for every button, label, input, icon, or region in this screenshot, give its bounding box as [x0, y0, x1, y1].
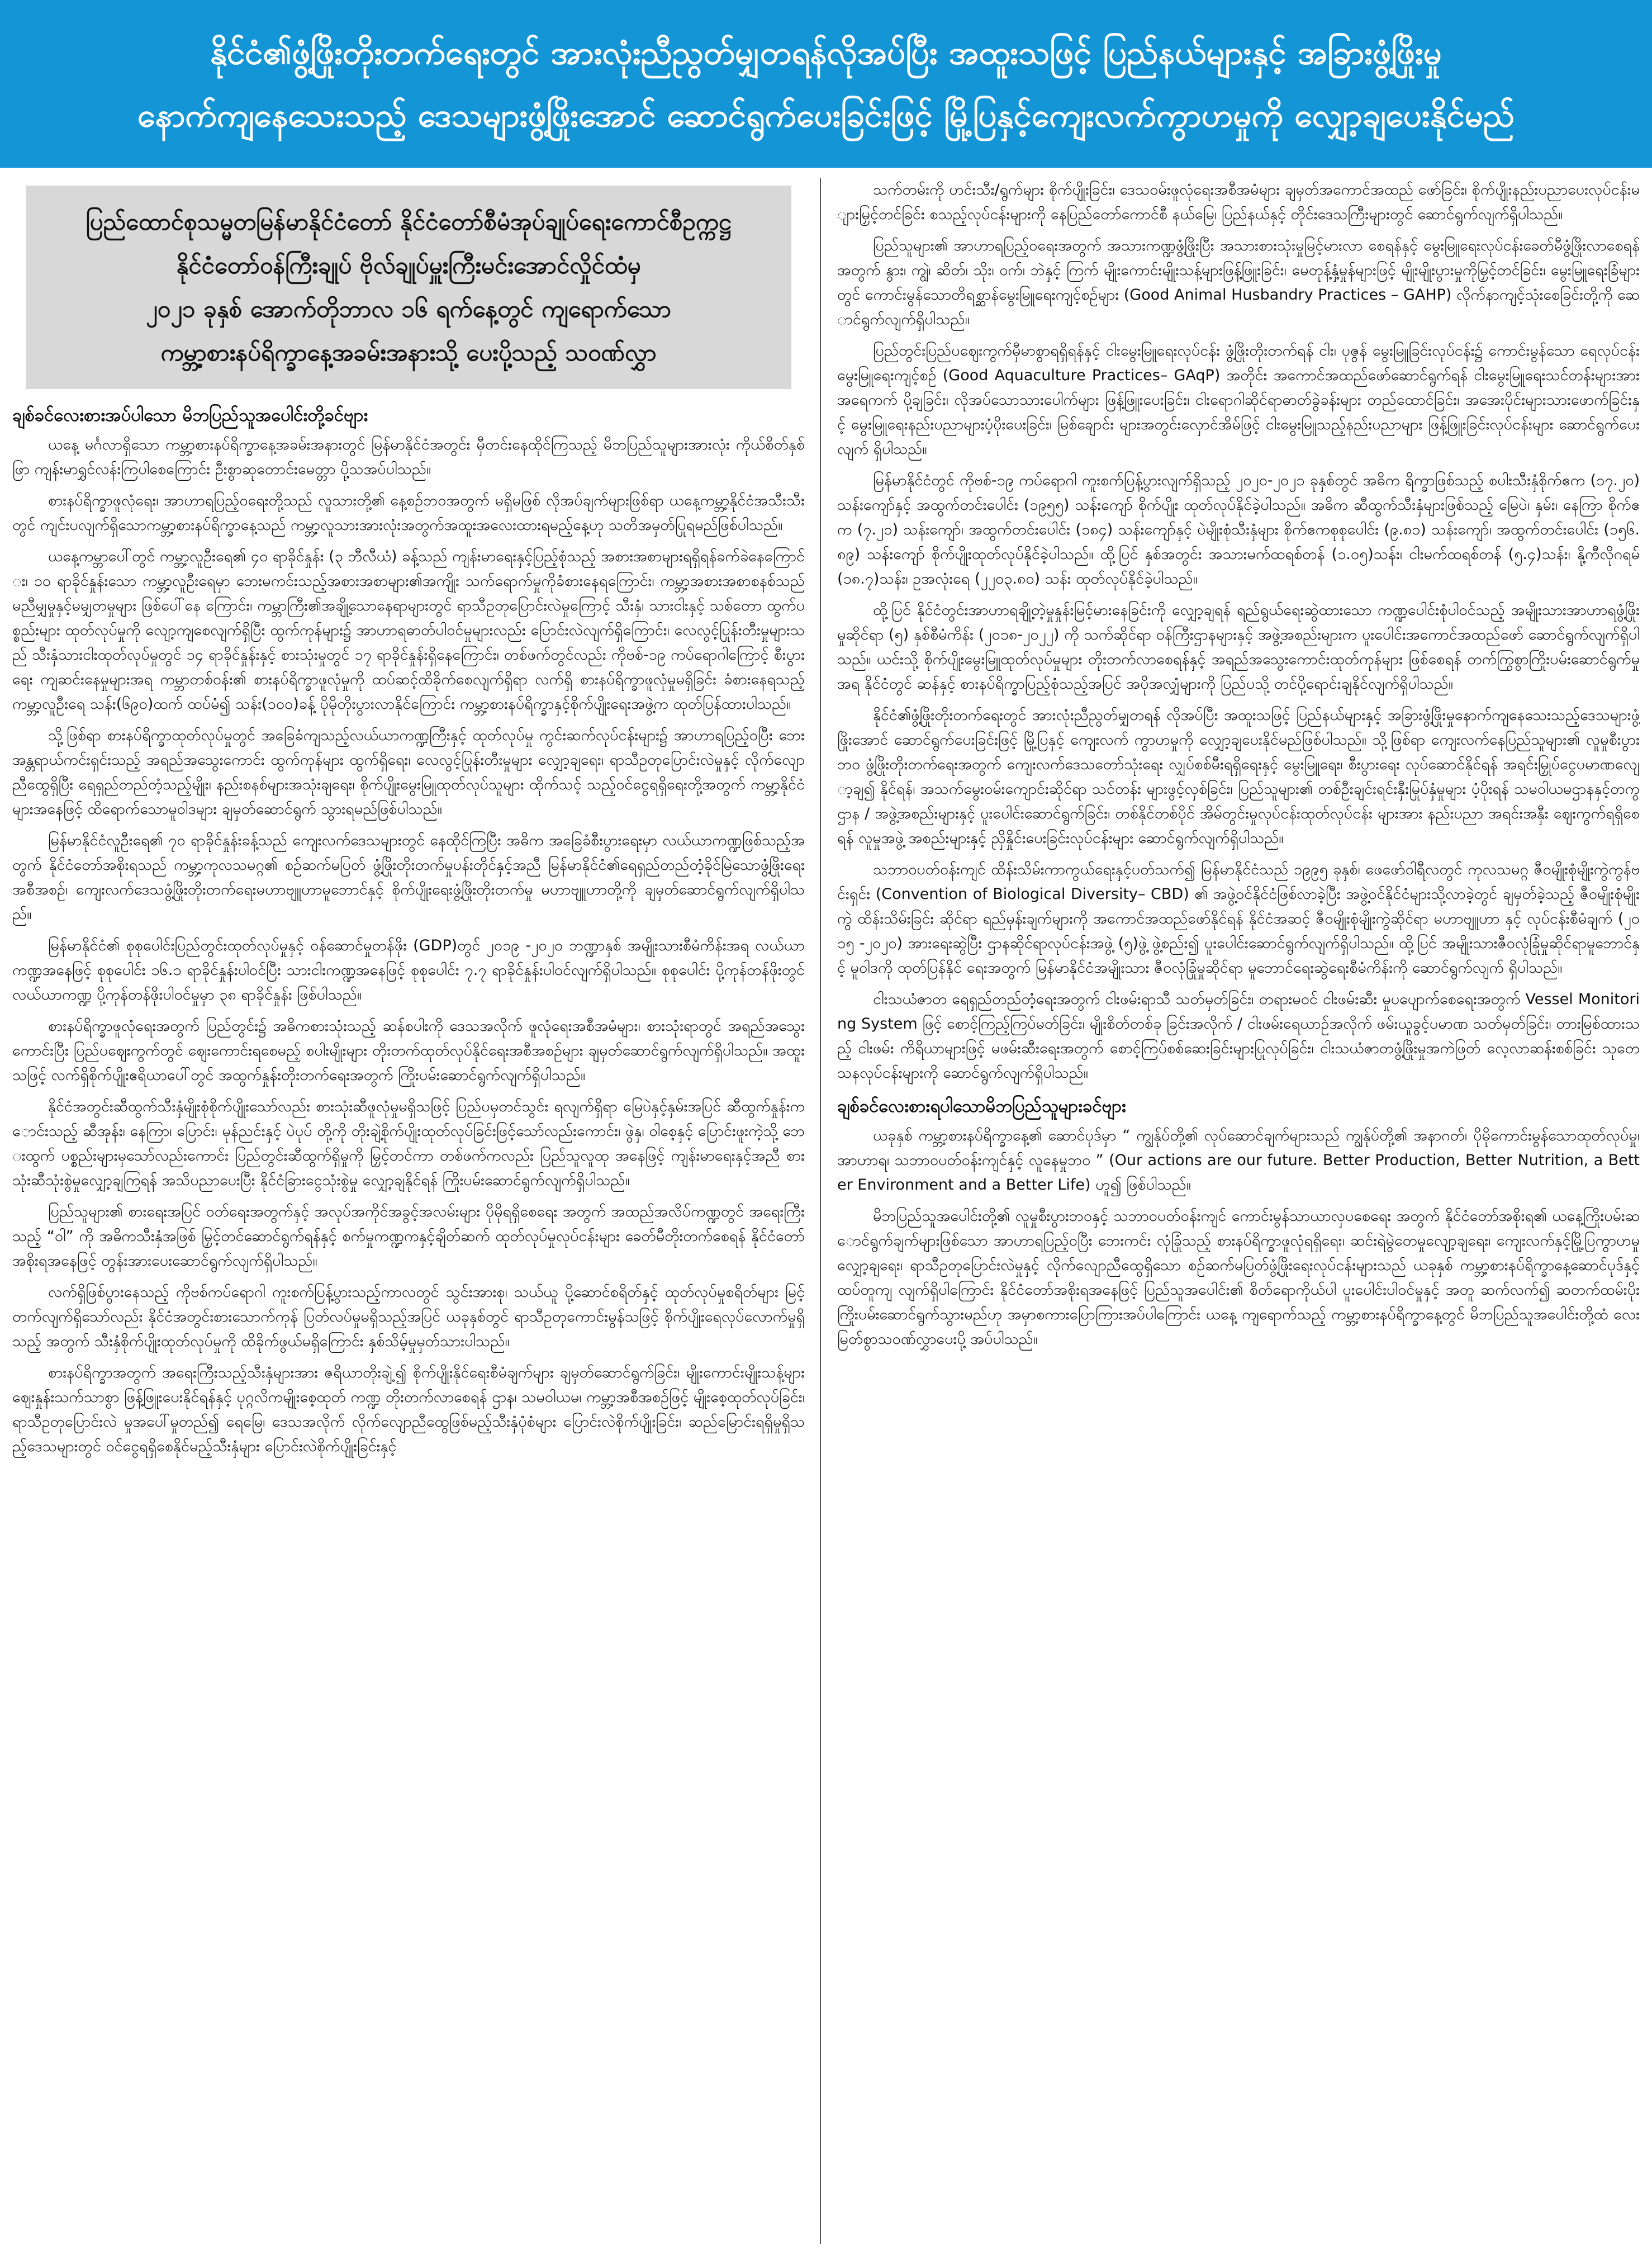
paragraph: နိုင်ငံ၏ဖွံ့ဖြိုးတိုးတက်ရေးတွင် အားလုံးညီညွတ်မျှတရန် လိုအပ်ပြီး အထူးသဖြင့် ပြည်နယ်များနှင့် အခြားဖွံ့ဖြိုးမှုနောက်ကျနေသေးသည့်ဒေသများဖွံ့ဖြိုးအောင် ဆောင်ရွက်ပေးခြင်းဖြင့် မြို့ပြနှင့် ကျေးလက် ကွာဟမှုကို လျှော့ချပေးနိုင်မည်ဖြစ်ပါသည်။ သို့ဖြစ်ရာ ကျေးလက်နေပြည်သူများ၏ လူမှုစီးပွားဘဝ ဖွံ့ဖြိုးတိုးတက်ရေးအတွက် ကျေးလက်ဒေသတော်သုံးရေး လျှပ်စစ်မီးရရှိရေးနှင့် မွေးမြူရေး၊ စီးပွားရေး လုပ်ဆောင်နိုင်ရန် အရင်းမြှုပ်ငွေပမာဏလျော့ချ၍ နိုင်ရန်၊ အသက်မွေးဝမ်းကျောင်းဆိုင်ရာ သင်တန်း များဖွင့်လှစ်ခြင်း၊ ပြည်သူများ၏ တစ်ဦးချင်းရင်းနှီးမြုပ်နှံမှုများ ပံ့ပိုးရန် သမဝါယမဌာနနှင့်တကွ ဌာန / အဖွဲ့အစည်းများနှင့် ပူးပေါင်းဆောင်ရွက်ခြင်း၊ တစ်နိုင်တစ်ပိုင် အိမ်တွင်းမှုလုပ်ငန်းထုတ်လုပ်ငန်း များအား နည်းပညာ အရင်းအနှီး ဈေးကွက်ရရှိစေရန် လူမှုအဖွဲ့ အစည်းများနှင့် ညှိနှိုင်းပေးခြင်းလုပ်ငန်းများ ဆောင်ရွက်လျက်ရှိပါသည်။ — [837, 707, 1640, 847]
paragraph: မိဘပြည်သူအပေါင်းတို့၏ လူမှုစီးပွားဘဝနှင့် သဘာဝပတ်ဝန်းကျင် ကောင်းမွန်သာယာလှပစေရေး အတွက် နိုင်ငံတော်အစိုးရ၏ ယနေ့ကြိုးပမ်းဆောင်ရွက်ချက်များဖြစ်သော အာဟာရပြည့်ဝပြီး ဘေးကင်း လုံခြုံသည့် စားနပ်ရိက္ခာဖူလုံရရှိရေး၊ ဆင်းရဲမွဲတေမှုလျော့ချရေး၊ ကျေးလက်နှင့်မြို့ပြကွာဟမှုလျှော့ချရေး၊ ရာသီဥတုပြောင်းလဲမှုနှင့် လိုက်လျောညီထွေရှိသော စဉ်ဆက်မပြတ်ဖွံ့ဖြိုးရေးလုပ်ငန်းများသည် ယခုနှစ် ကမ္ဘာ့စားနပ်ရိက္ခာနေ့ဆောင်ပုဒ်နှင့်ထပ်တူကျ လျက်ရှိပါကြောင်း နိုင်ငံတော်အစိုးရအနေဖြင့် ပြည်သူအပေါင်း၏ စိတ်ရောကိုယ်ပါ ပူးပေါင်းပါဝင်မှုနှင့် အတူ ဆက်လက်၍ ဆတက်ထမ်းပိုးကြိုးပမ်းဆောင်ရွက်သွားမည်ဟု အမှာစကားပြောကြားအပ်ပါကြောင်း ယနေ့ ကျရောက်သည့် ကမ္ဘာ့စားနပ်ရိက္ခာနေ့တွင် မိဘပြည်သူအပေါင်းတို့ထံ လေးမြတ်စွာသဝဏ်လွှာပေးပို့ အပ်ပါသည်။ — [837, 1208, 1640, 1348]
paragraph: ယခုနှစ် ကမ္ဘာ့စားနပ်ရိက္ခာနေ့၏ ဆောင်ပုဒ်မှာ “ ကျွန်ုပ်တို့၏ လုပ်ဆောင်ချက်များသည် ကျွန်ုပ်တို့၏ အနာဂတ်၊ ပိုမိုကောင်းမွန်သောထုတ်လုပ်မှု၊ အာဟာရ၊ သဘာဝပတ်ဝန်းကျင်နှင့် လူနေမှုဘဝ ” (Our actions are our future. Better Production, Better Nutrition, a Better Environment and a Better Life) ဟူ၍ ဖြစ်ပါသည်။ — [837, 1127, 1640, 1194]
title-line-1: ပြည်ထောင်စုသမ္မတမြန်မာနိုင်ငံတော် နိုင်ငံတော်စီမံအုပ်ချုပ်ရေးကောင်စီဥက္ကဋ္ဌ — [86, 208, 732, 235]
paragraph: သဘာဝပတ်ဝန်းကျင် ထိန်းသိမ်းကာကွယ်ရေးနှင့်ပတ်သက်၍ မြန်မာနိုင်ငံသည် ၁၉၉၅ ခုနှစ်၊ ဖေဖော်ဝါရီလတွင် ကုလသမဂ္ဂ ဇီဝမျိုးစုံမျိုးကွဲကွန်ဗင်းရှင်း (Convention of Biological Diversity– CBD) ၏ အဖွဲ့ဝင်နိုင်ငံဖြစ်လာခဲ့ပြီး အဖွဲ့ဝင်နိုင်ငံများသို့လာခဲ့တွင် ချမှတ်ခဲ့သည့် ဇီဝမျိုးစုံမျိုးကွဲ ထိန်းသိမ်းခြင်း ဆိုင်ရာ ရည်မှန်းချက်များကို အကောင်အထည်ဖော်နိုင်ရန် နိုင်ငံအဆင့် ဇီဝမျိုးစုံမျိုးကွဲဆိုင်ရာ မဟာဗျူဟာ နှင့် လုပ်ငန်းစီမံချက် (၂၀၁၅ -၂၀၂၀) အားရေးဆွဲပြီး ဌာနဆိုင်ရာလုပ်ငန်းအဖွဲ့ (၅)ဖွဲ့ ဖွဲ့စည်း၍ ပူးပေါင်းဆောင်ရွက်လျက်ရှိပါသည်။ ထို့ပြင် အမျိုးသားဇီဝလုံခြုံမှုဆိုင်ရာမူဘောင်နှင့် မူဝါဒကို ထုတ်ပြန်နိုင် ရေးအတွက် မြန်မာနိုင်ငံအမျိုးသား ဇီဝလုံခြုံမှုဆိုင်ရာ မူဘောင်ရေးဆွဲရေးစီမံကိန်းကို ဆောင်ရွက်လျက် ရှိပါသည်။ — [837, 861, 1640, 977]
paragraph: ပြည်တွင်းပြည်ပဈေးကွက်မှီမာစွာရရှိရန်နှင့် ငါးမွေးမြူရေးလုပ်ငန်း ဖွံ့ဖြိုးတိုးတက်ရန် ငါး၊ ပုဇွန် မွေးမြူခြင်းလုပ်ငန်း၌ ကောင်းမွန်သော ရေလုပ်ငန်းမွေးမြူရေးကျင့်စဉ် (Good Aquaculture Practices– GAqP) အတိုင်း အကောင်အထည်ဖော်ဆောင်ရွက်ရန် ငါးမွေးမြူရေးသင်တန်းများအား အရေကက် ပို့ချခြင်း၊ လိုအပ်သောသားပေါက်များ ဖြန့်ဖြူးပေးခြင်း၊ ငါးရောဂါဆိုင်ရာဓာတ်ခွဲခန်းများ တည်ထောင်ခြင်း၊ အအေးပိုင်းများသားဖောက်ခြင်းနှင့် မွေးမြူရေးနည်းပညာများပံ့ပိုးပေးခြင်း၊ မြစ်ချောင်း များအတွင်းလှောင်အိမ်ဖြင့် ငါးမွေးမြူသည့်နည်းပညာများ ဖြန့်ဖြူးခြင်းလုပ်ငန်းများ ဆောင်ရွက်ပေးလျက် ရှိပါသည်။ — [837, 342, 1640, 458]
column-divider — [820, 178, 821, 2244]
paragraph: နိုင်ငံအတွင်းဆီထွက်သီးနှံမျိုးစုံစိုက်ပျိုးသော်လည်း စားသုံးဆီဖူလုံမှုမရှိသဖြင့် ပြည်ပမှတင်သွင်း ရလျက်ရှိရာ မြေပဲနှင့်နှမ်းအပြင် ဆီထွက်နှုန်းကောင်းသည့် ဆီအုန်း၊ နေကြာ၊ ပြောင်း၊ မုန်ညင်းနှင့် ပဲပုပ် တို့ကို တိုးချဲ့စိုက်ပျိုးထုတ်လုပ်ခြင်းဖြင့်သော်လည်းကောင်း၊ ဖွဲနှ၊ ဝါစေ့နှင့် ပြောင်းဖူးကဲ့သို့ ဘေးထွက် ပစ္စည်းများမှသော်လည်းကောင်း ပြည်တွင်းဆီထွက်ရှိမှုကို မြှင့်တင်ကာ တစ်ဖက်ကလည်း ပြည်သူလူထု အနေဖြင့် ကျန်းမာရေးနှင့်အညီ စားသုံးဆီသုံးစွဲမှုလျှော့ချကြရန် အသိပညာပေးပြီး နိုင်ငံခြားငွေသုံးစွဲမှု လျှော့ချနိုင်ရန် ကြိုးပမ်းဆောင်ရွက်လျက်ရှိပါသည်။ — [12, 1098, 805, 1189]
paragraph: စားနပ်ရိက္ခာဖူလုံရေး၊ အာဟာရပြည့်ဝရေးတို့သည် လူသားတို့၏ နေ့စဉ်ဘဝအတွက် မရှိမဖြစ် လိုအပ်ချက်များဖြစ်ရာ ယနေ့ကမ္ဘာ့နိုင်ငံအသီးသီးတွင် ကျင်းပလျက်ရှိသောကမ္ဘာ့စားနပ်ရိက္ခာနေ့သည် ကမ္ဘာ့လူသားအားလုံးအတွက်အထူးအလေးထားရမည့်နေ့ဟု သတိအမှတ်ပြုရမည်ဖြစ်ပါသည်။ — [12, 492, 805, 534]
paragraph: မြန်မာနိုင်ငံ၏ စုစုပေါင်းပြည်တွင်းထုတ်လုပ်မှုနှင့် ဝန်ဆောင်မှုတန်ဖိုး (GDP)တွင် ၂၀၁၉ -၂၀၂၀ ဘဏ္ဍာနှစ် အမျိုးသားစီမံကိန်းအရ လယ်ယာကဏ္ဍအနေဖြင့် စုစုပေါင်း ၁၆.၁ ရာခိုင်နှုန်းပါဝင်ပြီး သားငါးကဏ္ဍအနေဖြင့် စုစုပေါင်း ၇.၇ ရာခိုင်နှုန်းပါဝင်လျက်ရှိပါသည်။ စုစုပေါင်း ပို့ကုန်တန်ဖိုးတွင် လယ်ယာကဏ္ဍ ပို့ကုန်တန်ဖိုးပါဝင်မှုမှာ ၃၈ ရာခိုင်နှုန်း ဖြစ်ပါသည်။ — [12, 937, 805, 1003]
paragraph: မြန်မာနိုင်ငံတွင် ကိုဗစ်-၁၉ ကပ်ရောဂါ ကူးစက်ပြန့်ပွားလျက်ရှိသည့် ၂၀၂၀-၂၀၂၁ ခုနှစ်တွင် အဓိက ရိက္ခာဖြစ်သည့် စပါးသီးနှံစိုက်ဧက (၁၇.၂၀) သန်းကျော်နှင့် အထွက်တင်းပေါင်း (၁၉၅၅) သန်းကျော် စိုက်ပျိုး ထုတ်လုပ်နိုင်ခဲ့ပါသည်။ အဓိက ဆီထွက်သီးနှံများဖြစ်သည့် မြေပဲ၊ နှမ်း၊ နေကြာ စိုက်ဧက (၇.၂၁) သန်းကျော်၊ အထွက်တင်းပေါင်း (၁၈၄) သန်းကျော်နှင့် ပဲမျိုးစုံသီးနှံများ စိုက်ဧကစုစုပေါင်း (၉.၈၁) သန်းကျော်၊ အထွက်တင်းပေါင်း (၁၅၆.၈၉) သန်းကျော် စိုက်ပျိုးထုတ်လုပ်နိုင်ခဲ့ပါသည်။ ထို့ပြင် နှစ်အတွင်း အသားမက်ထရစ်တန် (၁.၀၅)သန်း၊ ငါးမက်ထရစ်တန် (၅.၄)သန်း၊ နို့ကီလိုဂရမ် (၁၈.၇)သန်း၊ ဥအလုံးရေ (၂၂၀၃.၈၀) သန်း ထုတ်လုပ်နိုင်ခဲ့ပါသည်။ — [837, 472, 1640, 588]
paragraph: ယနေ့ကမ္ဘာပေါ်တွင် ကမ္ဘာ့လူဦးရေ၏ ၄၀ ရာခိုင်နှုန်း (၃ ဘီလီယံ) ခန့်သည် ကျန်းမာရေးနှင့်ပြည့်စုံသည့် အစားအစာများရရှိရန်ခက်ခဲနေကြောင်း၊ ၁၀ ရာခိုင်နှုန်းသော ကမ္ဘာ့လူဦးရေမှာ ဘေးမကင်းသည့်အစားအစာများ၏အကျိုး သက်ရောက်မှုကိုခံစားနေရကြောင်း၊ ကမ္ဘာ့အစားအစာစနစ်သည် မညီမျှမှုနှင့်မမျှတမှုများ ဖြစ်ပေါ်နေ ကြောင်း၊ ကမ္ဘာကြီး၏အချို့သောနေရာများတွင် ရာသီဥတုပြောင်းလဲမှုကြောင့် သီးနှံ၊ သားငါးနှင့် သစ်တော ထွက်ပစ္စည်းများ ထုတ်လုပ်မှုကို လျော့ကျစေလျက်ရှိပြီး ထွက်ကုန်များ၌ အာဟာရဓာတ်ပါဝင်မှုများလည်း ပြောင်းလဲလျက်ရှိကြောင်း၊ လေလွင့်ပြုန်းတီးမှုများသည် သီးနှံသားငါးထုတ်လုပ်မှုတွင် ၁၄ ရာခိုင်နှုန်းနှင့် စားသုံးမှုတွင် ၁၇ ရာခိုင်နှုန်းရှိနေကြောင်း၊ တစ်ဖက်တွင်လည်း ကိုဗစ်-၁၉ ကပ်ရောဂါကြောင့် စီးပွားရေး ကျဆင်းနေမှုများအရ ကမ္ဘာတစ်ဝန်း၏ စားနပ်ရိက္ခာဖူလုံမှုကို ထပ်ဆင့်ထိခိုက်စေလျက်ရှိရာ လက်ရှိ စားနပ်ရိက္ခာဖူလုံမှုမရှိခြင်း ခံစားနေရသည့် ကမ္ဘာ့လူဦးရေ သန်း(၆၉၀)ထက် ထပ်မံ၍ သန်း(၁၀၀)ခန့် ပိုမိုတိုးပွားလာနိုင်ကြောင်း ကမ္ဘာ့စားနပ်ရိက္ခာနှင့်စိုက်ပျိုးရေးအဖွဲ့က ထုတ်ပြန်ထားပါသည်။ — [12, 548, 805, 713]
headline-line-2: နောက်ကျနေသေးသည့် ဒေသများဖွံ့ဖြိုးအောင် ဆောင်ရွက်ပေးခြင်းဖြင့် မြို့ပြနှင့်ကျေးလက်ကွာဟမှုကို လျှော့ချပေးနိုင်မည် — [137, 96, 1515, 134]
paragraph: ပြည်သူများ၏ အာဟာရပြည့်ဝရေးအတွက် အသားကဏ္ဍဖွံ့ဖြိုးပြီး အသားစားသုံးမှုမြင့်မားလာ စေရန်နှင့် မွေးမြူရေးလုပ်ငန်းခေတ်မီဖွံ့ဖြိုးလာစေရန်အတွက် နွား၊ ကျွဲ၊ ဆိတ်၊ သိုး၊ ဝက်၊ ဘဲနှင့် ကြက် မျိုးကောင်းမျိုးသန့်များဖြန့်ဖြူးခြင်း၊ မေတုန့်နှံ့မှုန်များဖြင့် မျိုးမျိုးပွားမှုကိုမြှင့်တင်ခြင်း၊ မွေးမြူရေးခြံများ တွင် ကောင်းမွန်သောတိရစ္ဆာန်မွေးမြူရေးကျင့်စဉ်များ (Good Animal Husbandry Practices – GAHP) လိုက်နာကျင့်သုံးစေခြင်းတို့ကို ဆောင်ရွက်လျက်ရှိပါသည်။ — [837, 237, 1640, 328]
title-line-3: ၂၀၂၁ ခုနှစ် အောက်တိုဘာလ ၁၆ ရက်နေ့တွင် ကျရောက်သော — [146, 295, 671, 323]
paragraph: သက်တမ်းကို ဟင်းသီး/ရွက်များ စိုက်ပျိုးခြင်း၊ ဒေသဝမ်းဖူလုံရေးအစီအမံများ ချမှတ်အကောင်အထည် ဖော်ခြင်း၊ စိုက်ပျိုးနည်းပညာပေးလုပ်ငန်းများမြှင့်တင်ခြင်း စသည့်လုပ်ငန်းများကို နေပြည်တော်ကောင်စီ နယ်မြေ၊ ပြည်နယ်နှင့် တိုင်းဒေသကြီးများတွင် ဆောင်ရွက်လျက်ရှိပါသည်။ — [837, 181, 1640, 223]
headline-line-1: နိုင်ငံ၏ဖွံ့ဖြိုးတိုးတက်ရေးတွင် အားလုံးညီညွတ်မျှတရန်လိုအပ်ပြီး အထူးသဖြင့် ပြည်နယ်များနှင့် အခြားဖွံ့ဖြိုးမှု — [210, 34, 1442, 72]
paragraph: မြန်မာနိုင်ငံလူဦးရေ၏ ၇၀ ရာခိုင်နှုန်းခန့်သည် ကျေးလက်ဒေသများတွင် နေထိုင်ကြပြီး အဓိက အခြေခံစီးပွားရေးမှာ လယ်ယာကဏ္ဍဖြစ်သည့်အတွက် နိုင်ငံတော်အစိုးရသည် ကမ္ဘာ့ကုလသမဂ္ဂ၏ စဉ်ဆက်မပြတ် ဖွံ့ဖြိုးတိုးတက်မှုပန်းတိုင်နှင့်အညီ မြန်မာနိုင်ငံ၏ရေရှည်တည်တံ့ခိုင်မြဲသောဖွံ့ဖြိုးရေး အစီအစဉ်၊ ကျေးလက်ဒေသဖွံ့ဖြိုးတိုးတက်ရေးမဟာဗျူဟာမူဘောင်နှင့် စိုက်ပျိုးရေးဖွံ့ဖြိုးတိုးတက်မှု မဟာဗျူဟာတို့ကို ချမှတ်ဆောင်ရွက်လျက်ရှိပါသည်။ — [12, 832, 805, 923]
headline-banner — [0, 0, 1652, 168]
right-column — [837, 178, 1640, 2246]
paragraph: ထို့ပြင် နိုင်ငံတွင်းအာဟာရချို့တဲ့မှုနှုန်းမြင့်မားနေခြင်းကို လျှော့ချရန် ရည်ရွယ်ရေးဆွဲထားသော ကဏ္ဍပေါင်းစုံပါဝင်သည့် အမျိုးသားအာဟာရဖွံ့ဖြိုးမှုဆိုင်ရာ (၅) နှစ်စီမံကိန်း (၂၀၁၈-၂၀၂၂) ကို သက်ဆိုင်ရာ ဝန်ကြီးဌာနများနှင့် အဖွဲ့အစည်းများက ပူးပေါင်းအကောင်အထည်ဖော် ဆောင်ရွက်လျက်ရှိပါသည်။ ယင်းသို့ စိုက်ပျိုးမွေးမြူထုတ်လုပ်မှုများ တိုးတက်လာစေရန်နှင့် အရည်အသွေးကောင်းထုတ်ကုန်များ ဖြစ်စေရန် တက်ကြွစွာကြိုးပမ်းဆောင်ရွက်မှုအရ နိုင်ငံတွင် ဆန်နှင့် စားနပ်ရိက္ခာပြည့်စုံသည့်အပြင် အပိုအလျှံများကို ပြည်ပသို့ တင်ပို့ရောင်းချနိုင်လျက်ရှိပါသည်။ — [837, 602, 1640, 693]
title-line-4: ကမ္ဘာ့စားနပ်ရိက္ခာနေ့အခမ်းအနားသို့ ပေးပို့သည့် သဝဏ်လွှာ — [160, 339, 657, 366]
paragraph: စားနပ်ရိက္ခာအတွက် အရေးကြီးသည့်သီးနှံများအား ဇရိယာတိုးချဲ့၍ စိုက်ပျိုးနိုင်ရေးစီမံချက်များ ချမှတ်ဆောင်ရွက်ခြင်း၊ မျိုးကောင်းမျိုးသန့်များ ဈေးနှုန်းသက်သာစွာ ဖြန့်ဖြူးပေးနိုင်ရန်နှင့် ပုဂ္ဂလိကမျိုးစေ့ထုတ် ကဏ္ဍ တိုးတက်လာစေရန် ဌာန၊ သမဝါယမ၊ ကမ္ဘာ့အစီအစဉ်ဖြင့် မျိုးစေ့ထုတ်လုပ်ခြင်း၊ ရာသီဥတုပြောင်းလဲ မှုအပေါ်မှုတည်၍ ရေမြေ၊ ဒေသအလိုက် လိုက်လျောညီထွေဖြစ်မည့်သီးနှံပုံစံများ ပြောင်းလဲစိုက်ပျိုးခြင်း၊ ဆည်မြောင်းရရှိမှုရှိသည့်ဒေသများတွင် ဝင်ငွေရရှိစေနိုင်မည့်သီးနှံများ ပြောင်းလဲစိုက်ပျိုးခြင်းနှင့် — [12, 1364, 805, 1455]
paragraph: ငါးသယံဇာတ ရေရှည်တည်တံ့ရေးအတွက် ငါးဖမ်းရာသီ သတ်မှတ်ခြင်း၊ တရားမဝင် ငါးဖမ်းဆီး မှုပပျောက်စေရေးအတွက် Vessel Monitoring System ဖြင့် စောင့်ကြည့်ကြပ်မတ်ခြင်း၊ မျိုးစိတ်တစ်ခု ခြင်းအလိုက် / ငါးဖမ်းရေယာဉ်အလိုက် ဖမ်းယူခွင့်ပမာဏ သတ်မှတ်ခြင်း၊ တားမြစ်ထားသည့် ငါးဖမ်း ကိရိယာများဖြင့် မဖမ်းဆီးရေးအတွက် စောင့်ကြပ်စစ်ဆေးခြင်းများပြုလုပ်ခြင်း၊ ငါးသယံဇာတဖွံ့ဖြိုးမှုအကဲဖြတ် လေ့လာဆန်းစစ်ခြင်း သုတေသနလုပ်ငန်းများကို ဆောင်ရွက်လျက်ရှိပါသည်။ — [837, 991, 1640, 1082]
paragraph: သို့ဖြစ်ရာ စားနပ်ရိက္ခာထုတ်လုပ်မှုတွင် အခြေခံကျသည့်လယ်ယာကဏ္ဍကြီးနှင့် ထုတ်လုပ်မှု ကွင်းဆက်လုပ်ငန်းများ၌ အာဟာရပြည့်ဝပြီး ဘေးအန္တရာယ်ကင်းရှင်းသည့် အရည်အသွေးကောင်း ထွက်ကုန်များ ထွက်ရှိရေး၊ လေလွင့်ပြုန်းတီးမှုများ လျှော့ချရေး၊ ရာသီဥတုပြောင်းလဲမှုနှင့် လိုက်လျော ညီထွေရှိပြီး ရေရှည်တည်တံ့သည့်မျိုး၊ နည်းစနစ်များအသုံးချရေး၊ စိုက်ပျိုးမွေးမြူထုတ်လုပ်သူများ ထိုက်သင့် သည့်ဝင်ငွေရရှိရေးတို့အတွက် ကမ္ဘာ့နိုင်ငံများအနေဖြင့် ထိရောက်သောမူဝါဒများ ချမှတ်ဆောင်ရွက် သွားရမည်ဖြစ်ပါသည်။ — [12, 727, 805, 818]
salutation-heading: ချစ်ခင်လေးစားရပါသောမိဘပြည်သူများခင်ဗျား — [837, 1096, 1126, 1116]
title-line-2: နိုင်ငံတော်ဝန်ကြီးချုပ် ဗိုလ်ချုပ်မှူးကြီးမင်းအောင်လှိုင်ထံမှ — [176, 252, 641, 279]
message-title-box — [26, 186, 791, 389]
salutation-heading: ချစ်ခင်လေးစားအပ်ပါသော မိဘပြည်သူအပေါင်းတို့ခင်ဗျား — [12, 405, 368, 425]
left-column — [12, 178, 805, 2246]
paragraph: ယနေ့ မင်္ဂလာရှိသော ကမ္ဘာ့စားနပ်ရိက္ခာနေ့အခမ်းအနားတွင် မြန်မာနိုင်ငံအတွင်း မှီတင်းနေထိုင်ကြသည့် မိဘပြည်သူများအားလုံး ကိုယ်စိတ်နှစ်ဖြာ ကျန်းမာရွှင်လန်းကြပါစေကြောင်း ဦးစွာဆုတောင်းမေတ္တာ ပို့သအပ်ပါသည်။ — [12, 436, 805, 478]
paragraph: ပြည်သူများ၏ စားရေးအပြင် ဝတ်ရေးအတွက်နှင့် အလုပ်အကိုင်အခွင့်အလမ်းများ ပိုမိုရရှိစေရေး အတွက် အထည်အလိပ်ကဏ္ဍတွင် အရေးကြီးသည့် “ဝါ” ကို အဓိကသီးနှံအဖြစ် မြှင့်တင်ဆောင်ရွက်ရန်နှင့် စက်မှုကဏ္ဍကနှင့်ချိတ်ဆက် ထုတ်လုပ်မှုလုပ်ငန်းများ ခေတ်မီတိုးတက်စေရန် နိုင်ငံတော်အစိုးရအနေဖြင့် တွန်းအားပေးဆောင်ရွက်လျက်ရှိပါသည်။ — [12, 1203, 805, 1270]
paragraph: လက်ရှိဖြစ်ပွားနေသည့် ကိုဗစ်ကပ်ရောဂါ ကူးစက်ပြန့်ပွားသည့်ကာလတွင် သွင်းအားစု၊ သယ်ယူ ပို့ဆောင်စရိတ်နှင့် ထုတ်လုပ်မှုစရိတ်များ မြင့်တက်လျက်ရှိသော်လည်း နိုင်ငံအတွင်းစားသောက်ကုန် ပြတ်လပ်မှုမရှိသည့်အပြင် ယခုနှစ်တွင် ရာသီဥတုကောင်းမွန်သဖြင့် စိုက်ပျိုးရေလုပ်လောက်မှုရှိသည့် အတွက် သီးနှံစိုက်ပျိုးထုတ်လုပ်မှုကို ထိခိုက်ဖွယ်မရှိကြောင်း နှစ်သိမ့်မှုမှတ်သားပါသည်။ — [12, 1284, 805, 1350]
paragraph: စားနပ်ရိက္ခာဖူလုံရေးအတွက် ပြည်တွင်း၌ အဓိကစားသုံးသည့် ဆန်စပါးကို ဒေသအလိုက် ဖူလုံရေးအစီအမံများ၊ စားသုံးရာတွင် အရည်အသွေးကောင်းပြီး ပြည်ပဈေးကွက်တွင် ဈေးကောင်းရစေမည့် စပါးမျိုးများ တိုးတက်ထုတ်လုပ်နိုင်ရေးအစီအစဉ်များ ချမှတ်ဆောင်ရွက်လျက်ရှိပါသည်။ အထူးသဖြင့် လက်ရှိစိုက်ပျိုးဧရိယာပေါ်တွင် အထွက်နှုန်းတိုးတက်ရေးအတွက် ကြိုးပမ်းဆောင်ရွက်လျက်ရှိပါသည်။ — [12, 1017, 805, 1084]
